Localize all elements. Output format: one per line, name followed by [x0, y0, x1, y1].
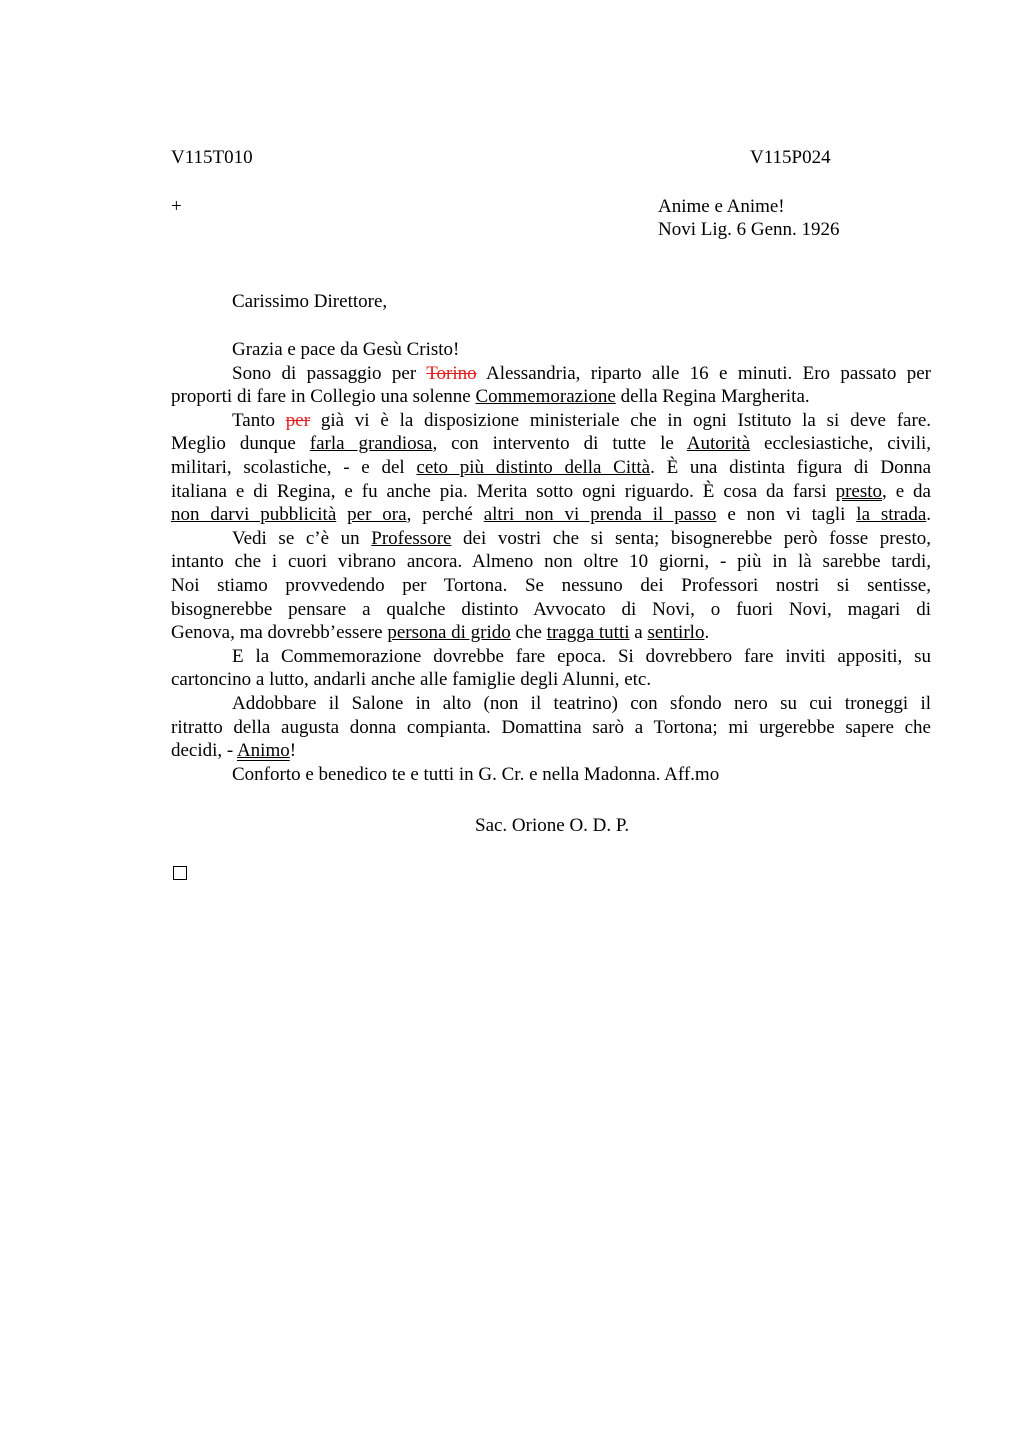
double-underlined-text: Animo [236, 740, 290, 762]
struck-word: per [285, 409, 311, 431]
double-underlined-text: presto [835, 480, 883, 502]
underlined-text: la strada [856, 504, 927, 526]
paragraph-1-line-2: proporti di fare in Collegio una solenne Commemorazione della Regina Margherita. [171, 386, 810, 408]
blessing: Grazia e pace da Gesù Cristo! [232, 339, 460, 360]
underlined-text: tragga tutti [546, 622, 630, 644]
paragraph-5-line-2: ritratto della augusta donna compianta. Domattina sarò a Tortona; mi urgerebbe sapere che [171, 716, 931, 738]
paragraph-5-line-1: Addobbare il Salone in alto (non il teatrino) con sfondo nero su cui troneggi il [232, 692, 931, 714]
paragraph-2-line-4: italiana e di Regina, e fu anche pia. Merita sotto ogni riguardo. È cosa da farsi presto, e da [171, 480, 931, 502]
motto: Anime e Anime! [658, 196, 785, 217]
document-code-right: V115P024 [750, 147, 831, 168]
letter-body [171, 338, 931, 786]
document-code-left: V115T010 [171, 147, 253, 168]
underlined-text: Autorità [686, 433, 751, 455]
underlined-text: farla grandiosa [309, 433, 433, 455]
paragraph-2-line-2: Meglio dunque farla grandiosa, con intervento di tutte le Autorità ecclesiastiche, civili, [171, 433, 932, 455]
paragraph-5-line-3: decidi, - Animo! [171, 740, 297, 762]
underlined-text: per ora [347, 504, 407, 526]
paragraph-2-line-1: Tanto per già vi è la disposizione ministeriale che in ogni Istituto la si deve fare. [232, 409, 931, 431]
paragraph-3-line-1: Vedi se c’è un Professore dei vostri che si senta; bisognerebbe però fosse presto, [232, 527, 931, 549]
underlined-text: Commemorazione [475, 386, 616, 408]
place-date: Novi Lig. 6 Genn. 1926 [658, 219, 840, 240]
underlined-text: sentirlo [647, 622, 705, 644]
paragraph-3-line-2: intanto che i cuori vibrano ancora. Almeno non oltre 10 giorni, - più in là sarebbe tardi, [171, 551, 931, 573]
paragraph-3-line-5: Genova, ma dovrebb’essere persona di grido che tragga tutti a sentirlo. [171, 622, 710, 644]
paragraph-4-line-1: E la Commemorazione dovrebbe fare epoca. Si dovrebbero fare inviti appositi, su [232, 645, 931, 667]
paragraph-3-line-4: bisognerebbe pensare a qualche distinto Avvocato di Novi, o fuori Novi, magari di [171, 598, 931, 620]
paragraph-2-line-3: militari, scolastiche, - e del ceto più distinto della Città. È una distinta figura di Donna [171, 456, 932, 478]
paragraph-3-line-3: Noi stiamo provvedendo per Tortona. Se nessuno dei Professori nostri si sentisse, [171, 574, 931, 596]
underlined-text: Professore [371, 527, 452, 549]
underlined-text: altri non vi prenda il passo [483, 504, 717, 526]
paragraph-2-line-5: non darvi pubblicità per ora, perché altri non vi prenda il passo e non vi tagli la strada. [171, 504, 931, 526]
greeting: Carissimo Direttore, [232, 291, 388, 312]
underlined-text: ceto più distinto della Città [416, 456, 651, 478]
paragraph-4-line-2: cartoncino a lutto, andarli anche alle famiglie degli Alunni, etc. [171, 669, 652, 691]
paragraph-1-line-1: Sono di passaggio per Torino Alessandria, riparto alle 16 e minuti. Ero passato per [232, 362, 932, 384]
underlined-text: non darvi pubblicità [171, 504, 337, 526]
struck-word: Torino [426, 362, 477, 384]
signature: Sac. Orione O. D. P. [475, 815, 630, 836]
checkbox-square-icon [173, 863, 187, 887]
underlined-text: persona di grido [387, 622, 511, 644]
cross-mark: + [171, 196, 182, 217]
closing: Conforto e benedico te e tutti in G. Cr. e nella Madonna. Aff.mo [232, 763, 720, 785]
